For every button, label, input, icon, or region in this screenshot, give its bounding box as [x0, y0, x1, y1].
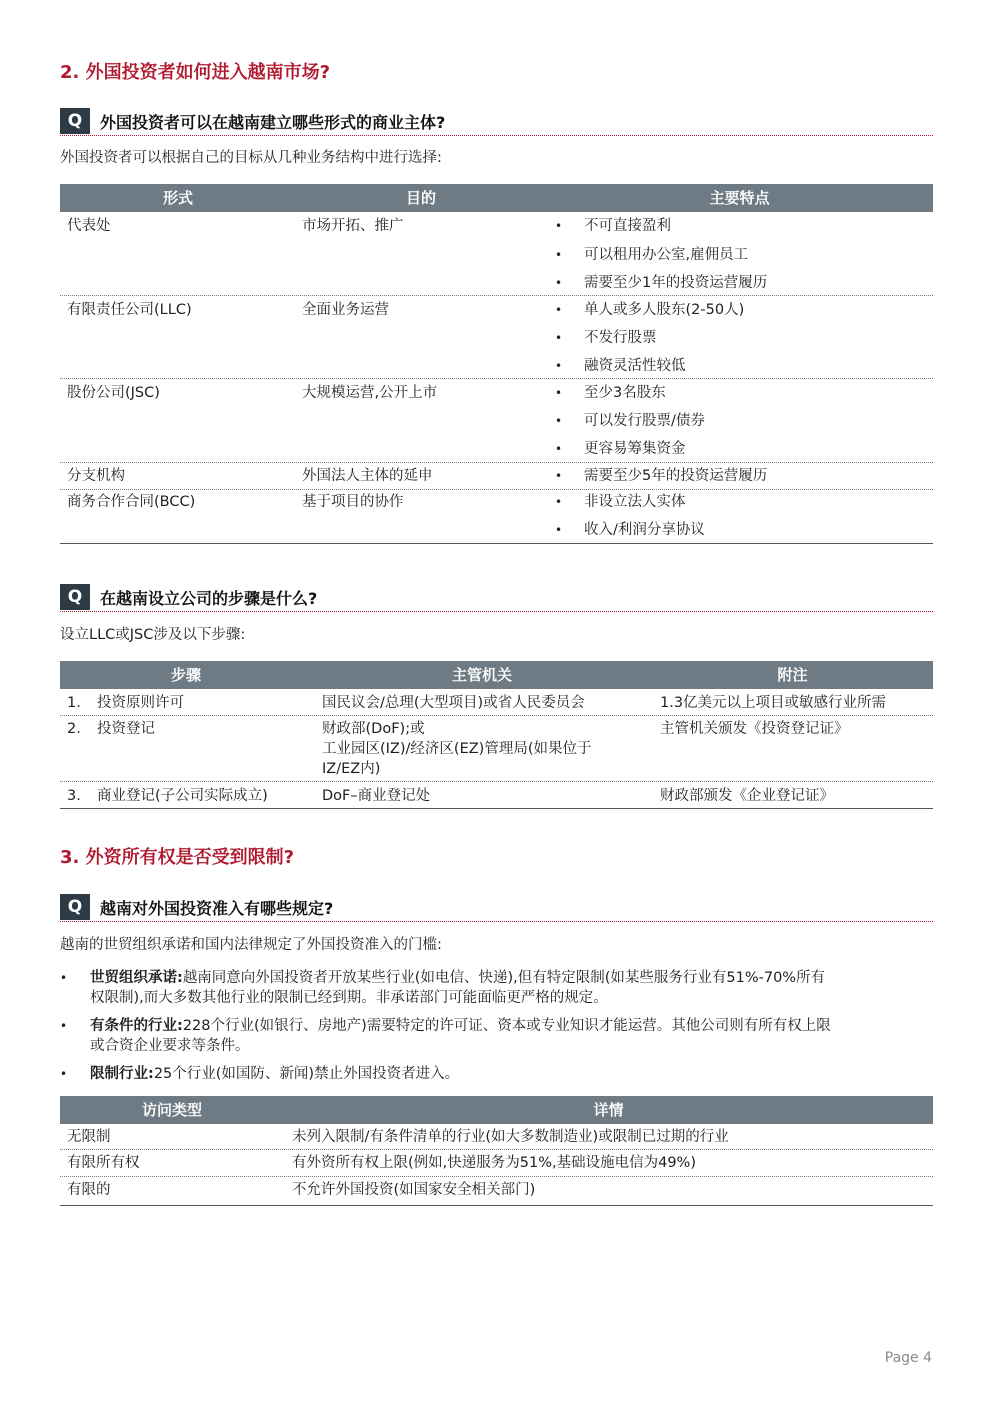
form-cell: 商务合作合同(BCC)	[67, 494, 196, 510]
column-header: 主要特点	[709, 189, 770, 207]
intro-text: 越南的世贸组织承诺和国内法律规定了外国投资准入的门槛:	[60, 937, 442, 953]
form-cell: 分支机构	[67, 468, 125, 484]
table-row	[60, 1124, 933, 1150]
table-row: 股份公司(JSC) 大规模运营,公开上市 • 至少3名股东 • 可以发行股票/债券 • 更容易筹集资金	[60, 379, 933, 463]
question-header-entity-forms	[60, 108, 933, 136]
question-text: 外国投资者可以在越南建立哪些形式的商业主体?	[100, 113, 446, 132]
purpose-cell: 全面业务运营	[302, 302, 389, 318]
authority-cell: 工业园区(IZ)/经济区(EZ)管理局(如果位于	[322, 741, 592, 757]
intro-text: 设立LLC或JSC涉及以下步骤:	[60, 627, 246, 643]
table-header-entity-forms	[60, 184, 933, 212]
intro-text: 外国投资者可以根据自己的目标从几种业务结构中进行选择:	[60, 150, 442, 166]
section-2-title: 2. 外国投资者如何进入越南市场?	[60, 62, 331, 83]
purpose-cell: 大规模运营,公开上市	[302, 385, 438, 401]
purpose-cell: 市场开拓、推广	[302, 218, 404, 234]
question-text: 在越南设立公司的步骤是什么?	[100, 589, 318, 608]
detail-cell: 不允许外国投资(如国家安全相关部门)	[292, 1182, 536, 1198]
table-header-setup-steps	[60, 661, 933, 689]
table-row: 分支机构 外国法人主体的延申 • 需要至少5年的投资运营履历	[60, 463, 933, 490]
column-header: 主管机关	[451, 666, 512, 684]
table-row: 商务合作合同(BCC) 基于项目的协作 • 非设立法人实体 • 收入/利润分享协议	[60, 490, 933, 544]
table-row	[60, 782, 933, 809]
authority-cell: IZ/EZ内)	[322, 761, 381, 777]
table-row	[60, 716, 933, 782]
form-cell: 股份公司(JSC)	[67, 385, 160, 401]
authority-cell: 财政部(DoF);或	[322, 721, 425, 737]
authority-cell: DoF–商业登记处	[322, 788, 431, 804]
step-number: 3.	[67, 788, 81, 804]
step-cell: 投资原则许可	[97, 695, 184, 711]
column-header: 步骤	[170, 666, 201, 684]
column-header: 访问类型	[141, 1101, 202, 1119]
question-header-investment-access	[60, 894, 933, 922]
table-row: 代表处 市场开拓、推广 • 不可直接盈利 • 可以租用办公室,雇佣员工 • 需要至少1年的投资运营履历	[60, 212, 933, 296]
step-number: 1.	[67, 695, 81, 711]
q-badge: Q	[60, 894, 90, 920]
column-header: 形式	[162, 189, 193, 207]
authority-cell: 国民议会/总理(大型项目)或省人民委员会	[322, 695, 585, 711]
question-header-setup-steps	[60, 584, 933, 612]
column-header: 详情	[593, 1101, 624, 1119]
form-cell: 有限责任公司(LLC)	[67, 302, 192, 318]
question-text: 越南对外国投资准入有哪些规定?	[100, 899, 334, 918]
column-header: 目的	[405, 189, 436, 207]
note-cell: 1.3亿美元以上项目或敏感行业所需	[660, 695, 887, 711]
q-badge: Q	[60, 584, 90, 610]
access-type-cell: 无限制	[67, 1129, 111, 1145]
note-cell: 主管机关颁发《投资登记证》	[660, 721, 849, 737]
note-cell: 财政部颁发《企业登记证》	[660, 788, 834, 804]
column-header: 附注	[777, 666, 808, 684]
section-3-title: 3. 外资所有权是否受到限制?	[60, 847, 295, 868]
detail-cell: 未列入限制/有条件清单的行业(如大多数制造业)或限制已过期的行业	[292, 1129, 729, 1145]
access-type-cell: 有限的	[67, 1182, 111, 1198]
table-row: 有限责任公司(LLC) 全面业务运营 • 单人或多人股东(2-50人) • 不发行股票 • 融资灵活性较低	[60, 296, 933, 379]
q-badge: Q	[60, 108, 90, 134]
detail-cell: 有外资所有权上限(例如,快递服务为51%,基础设施电信为49%)	[292, 1155, 696, 1171]
purpose-cell: 基于项目的协作	[302, 494, 404, 510]
purpose-cell: 外国法人主体的延申	[302, 468, 433, 484]
table-row	[60, 689, 933, 716]
step-number: 2.	[67, 721, 81, 737]
step-cell: 商业登记(子公司实际成立)	[97, 788, 268, 804]
page-number: Page 4	[884, 1350, 932, 1366]
table-row	[60, 1150, 933, 1177]
table-row	[60, 1177, 933, 1206]
table-header-access-types	[60, 1096, 933, 1124]
form-cell: 代表处	[67, 218, 111, 234]
access-type-cell: 有限所有权	[67, 1155, 140, 1171]
step-cell: 投资登记	[97, 721, 155, 737]
